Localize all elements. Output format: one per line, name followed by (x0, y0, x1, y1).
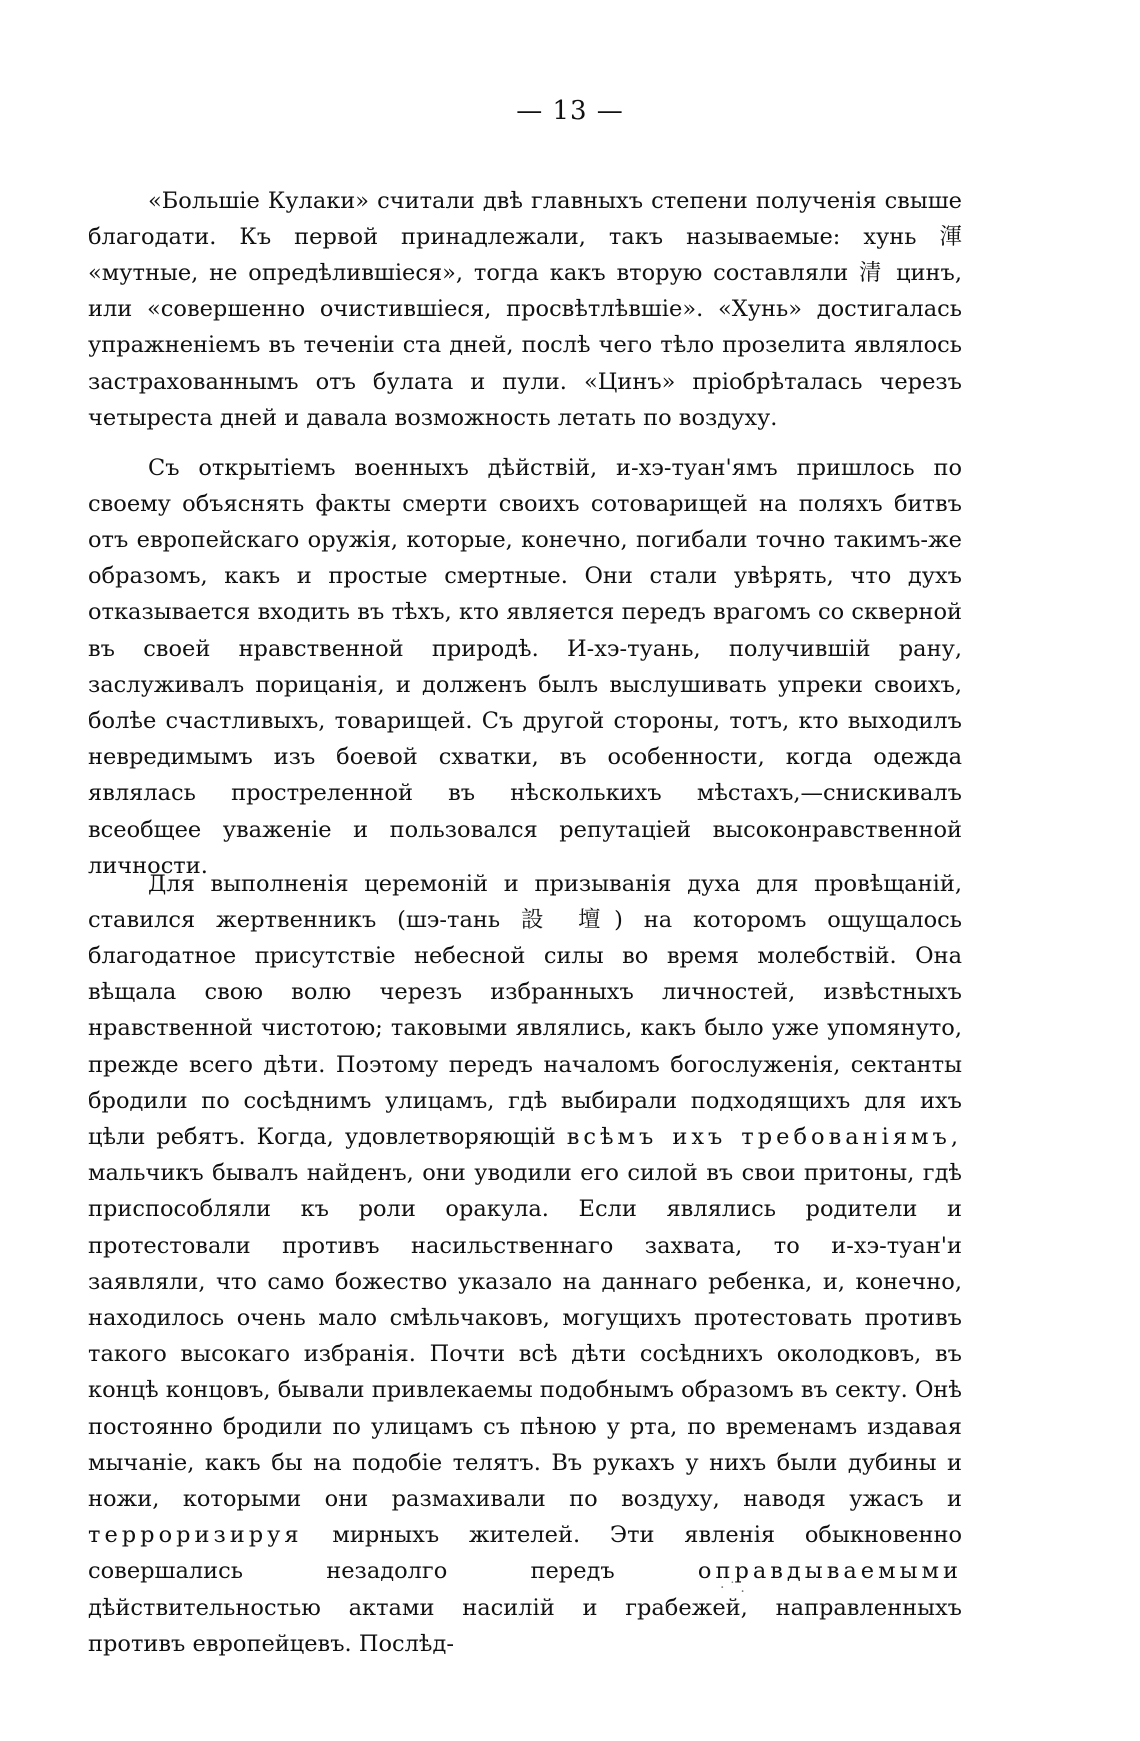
paragraph-3 (88, 866, 962, 1662)
paragraph-1: «Большіе Кулаки» считали двѣ главныхъ степени полученія свыше благодати. Къ первой принадлежали, такъ называемые: хунь 渾 «мутные, не опредѣлившіеся», тогда какъ вторую составляли 清 цинъ, или «совершенно очистившіеся, просвѣтлѣвшіе». «Хунь» достигалась упражненіемъ въ теченіи ста дней, послѣ чего тѣло прозелита являлось застрахованнымъ отъ булата и пули. «Цинъ» пріобрѣталась черезъ четыреста дней и давала возможность летать по воздуху. (88, 187, 962, 431)
paragraph-3-emphasis-a: всѣмъ ихъ требованіямъ, (566, 1123, 963, 1150)
paragraph-3-text-d: дѣйствительностью актами насилій и грабежей, направленныхъ противъ европейцевъ. Послѣд- (88, 1594, 962, 1657)
paragraph-3-text-a: Для выполненія церемоній и призыванія духа для провѣщаній, ставился жертвенникъ (шэ-тань 設 壇) на которомъ ощущалось благодатное присутствіе небесной силы во время молебствій. Она вѣщала свою волю черезъ избранныхъ личностей, извѣстныхъ нравственной чистотою; таковыми являлись, какъ было уже упомянуто, прежде всего дѣти. Поэтому передъ началомъ богослуженія, сектанты бродили по сосѣднимъ улицамъ, гдѣ выбирали подходящихъ для ихъ цѣли ребятъ. Когда, удовлетворяющій (88, 870, 962, 1150)
paragraph-3-text-c: мирныхъ жителей. Эти явленія обыкновенно совершались незадолго передъ (88, 1522, 962, 1585)
paragraph-3-text-b: мальчикъ бывалъ найденъ, они уводили его силой въ свои притоны, гдѣ приспособляли къ роли оракула. Если являлись родители и протестовали противъ насильственнаго захвата, то и-хэ-туан'и заявляли, что само божество указало на даннаго ребенка, и, конечно, находилось очень мало смѣльчаковъ, могущихъ протестовать противъ такого высокаго избранія. Почти всѣ дѣти сосѣднихъ околодковъ, въ концѣ концовъ, бывали привлекаемы подобнымъ образомъ въ секту. Онѣ постоянно бродили по улицамъ съ пѣною у рта, по временамъ издавая мычаніе, какъ бы на подобіе телятъ. Въ рукахъ у нихъ были дубины и ножи, которыми они размахивали по воздуху, наводя ужасъ и (88, 1160, 962, 1512)
paragraph-3-emphasis-c: оправдываемыми (697, 1558, 962, 1585)
paragraph-2: Съ открытіемъ военныхъ дѣйствій, и-хэ-туан'ямъ пришлось по своему объяснять факты смерти своихъ сотоварищей на поляхъ битвъ отъ европейскаго оружія, которые, конечно, погибали точно такимъ-же образомъ, какъ и простые смертные. Они стали увѣрять, что духъ отказывается входить въ тѣхъ, кто является передъ врагомъ со скверной въ своей нравственной природѣ. И-хэ-туань, получившій рану, заслуживалъ порицанія, и долженъ былъ выслушивать упреки своихъ, болѣе счастливыхъ, товарищей. Съ другой стороны, тотъ, кто выходилъ невредимымъ изъ боевой схватки, въ особенности, когда одежда являлась простреленной въ нѣсколькихъ мѣстахъ,—снискивалъ всеобщее уваженіе и пользовался репутаціей высоконравственной личности. (88, 454, 962, 879)
page-number: — 13 — (516, 96, 624, 126)
scan-speckle: · ˙ . (720, 1580, 745, 1596)
paragraph-3-emphasis-b: терроризируя (88, 1522, 303, 1549)
